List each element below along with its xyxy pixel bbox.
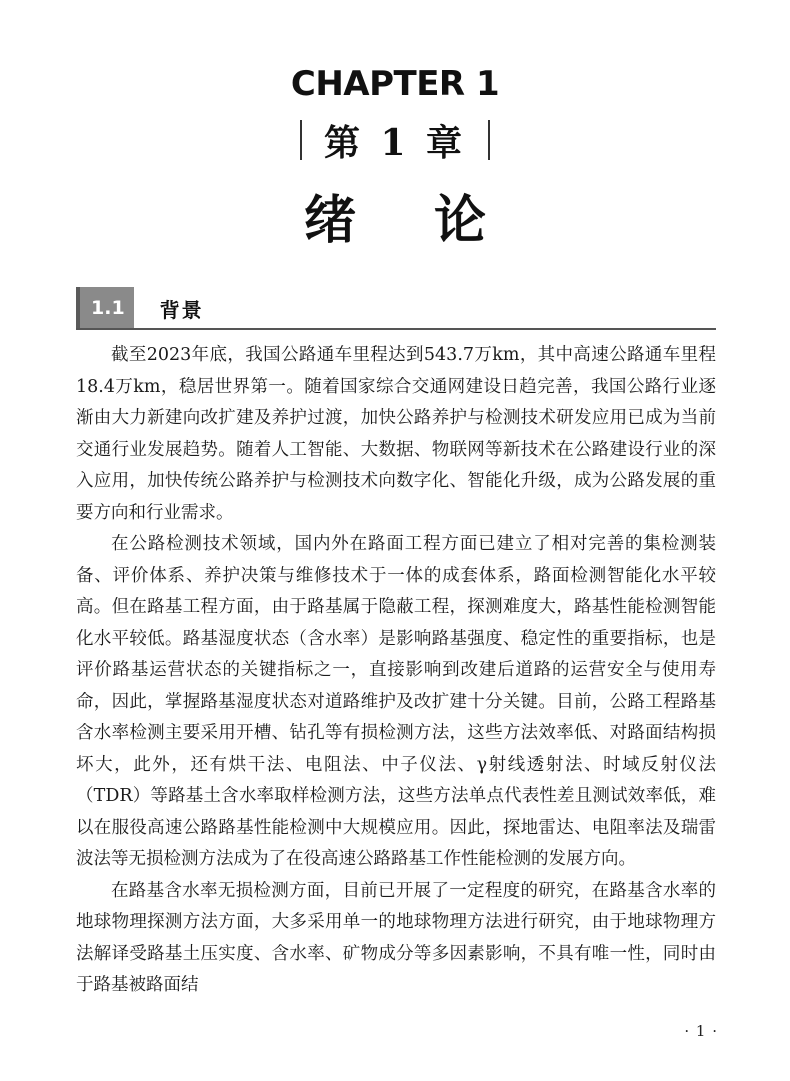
right-divider bbox=[488, 120, 490, 160]
paragraph: 在路基含水率无损检测方面，目前已开展了一定程度的研究，在路基含水率的地球物理探测方法方面，大多采用单一的地球物理方法进行研究，由于地球物理方法解译受路基土压实度、含水率、矿物成分等多因素影响，不具有唯一性，同时由于路基被路面结 bbox=[76, 880, 716, 995]
chapter-title: 绪论 bbox=[303, 190, 564, 251]
section-heading bbox=[76, 286, 716, 330]
chapter-label-zh-row bbox=[0, 116, 790, 164]
page-number: · 1 · bbox=[684, 1022, 718, 1040]
paragraph: 在公路检测技术领域，国内外在路面工程方面已建立了相对完善的集检测装备、评价体系、养护决策与维修技术于一体的成套体系，路面检测智能化水平较高。但在路基工程方面，由于路基属于隐蔽工程，探测难度大，路基性能检测智能化水平较低。路基湿度状态（含水率）是影响路基强度、稳定性的重要指标，也是评价路基运营状态的关键指标之一，直接影响到改建后道路的运营安全与使用寿命，因此，掌握路基湿度状态对道路维护及改扩建十分关键。目前，公路工程路基含水率检测主要采用开槽、钻孔等有损检测方法，这些方法效率低、对路面结构损坏大，此外，还有烘干法、电阻法、中子仪法、γ射线透射法、时域反射仪法（TDR）等路基土含水率取样检测方法，这些方法单点代表性差且测试效率低，难以在服役高速公路路基性能检测中大规模应用。因此，探地雷达、电阻率法及瑞雷波法等无损检测方法成为了在役高速公路路基工作性能检测的发展方向。 bbox=[76, 534, 716, 869]
left-divider bbox=[300, 120, 302, 160]
section-underline bbox=[76, 328, 716, 330]
section-number-badge: 1.1 bbox=[76, 287, 134, 329]
section-title: 背景 bbox=[159, 297, 204, 322]
chapter-label-zh: 第 1 章 bbox=[323, 121, 467, 164]
body-text bbox=[76, 340, 716, 1002]
chapter-label-en: CHAPTER 1 bbox=[290, 64, 500, 104]
paragraph: 截至2023年底，我国公路通车里程达到543.7万km，其中高速公路通车里程18.4万km，稳居世界第一。随着国家综合交通网建设日趋完善，我国公路行业逐渐由大力新建向改扩建及养护过渡，加快公路养护与检测技术研发应用已成为当前交通行业发展趋势。随着人工智能、大数据、物联网等新技术在公路建设行业的深入应用，加快传统公路养护与检测技术向数字化、智能化升级，成为公路发展的重要方向和行业需求。 bbox=[76, 345, 716, 523]
